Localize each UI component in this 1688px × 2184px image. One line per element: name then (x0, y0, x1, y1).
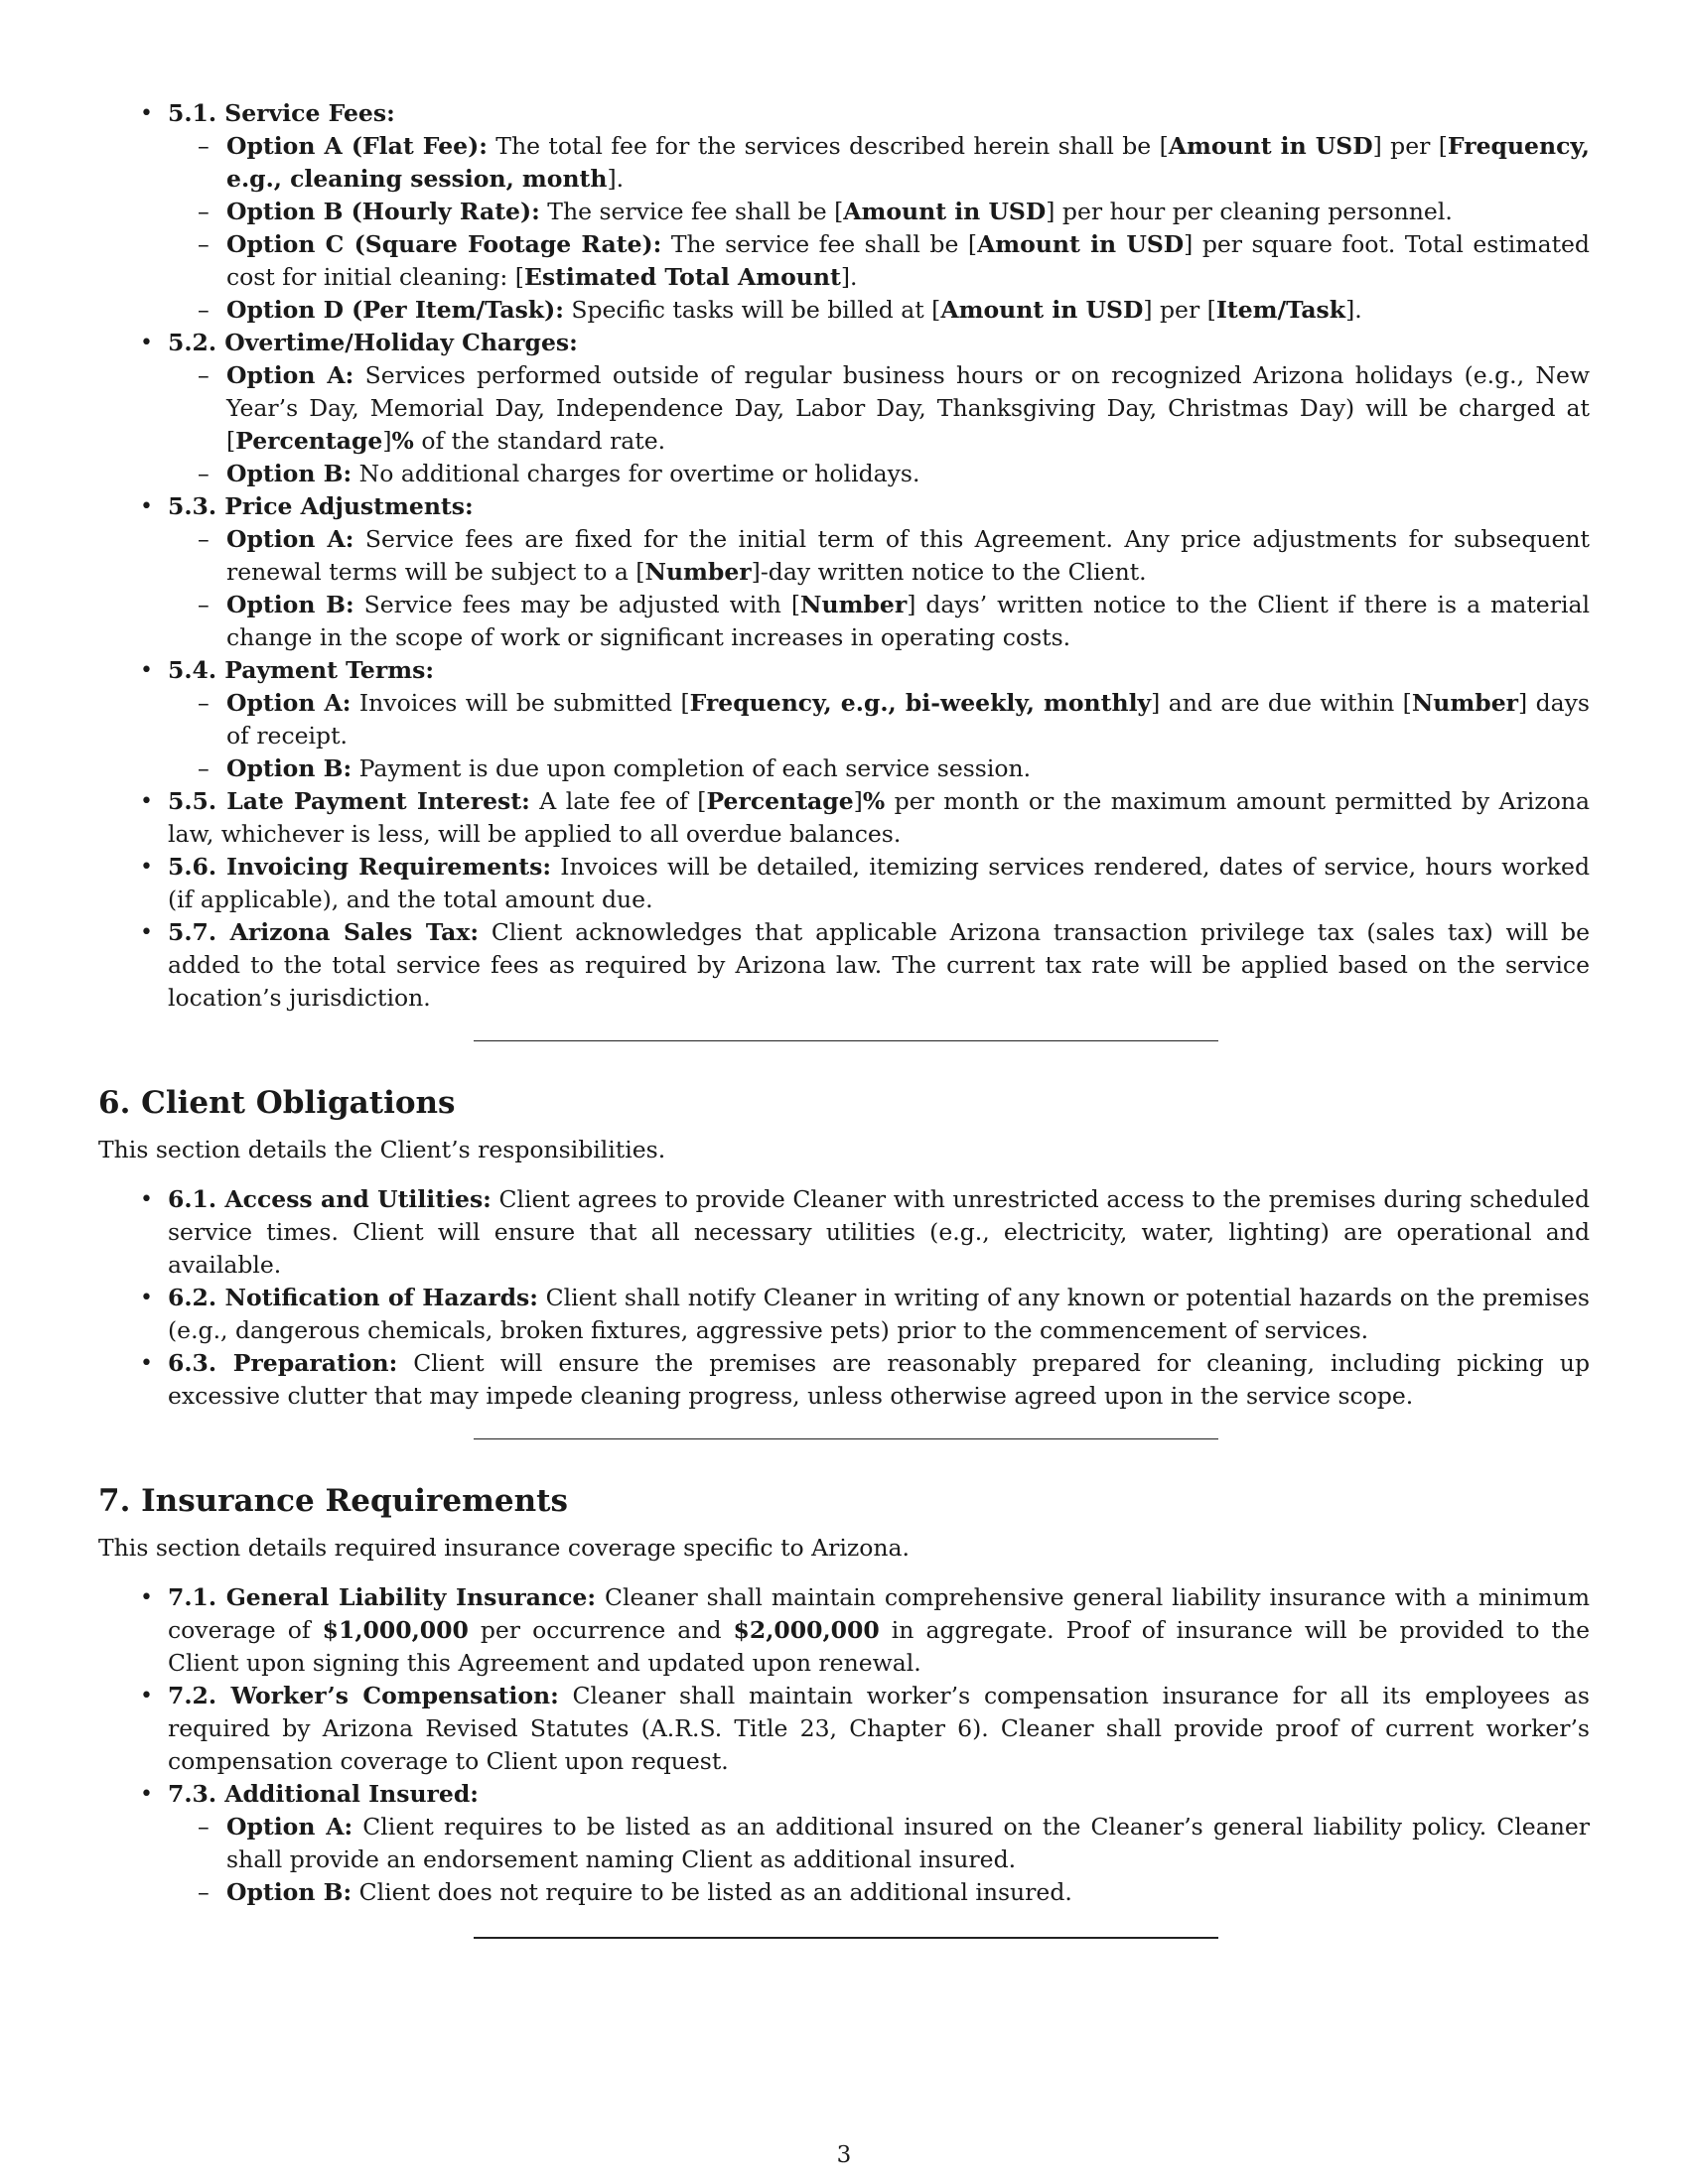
section-divider (474, 1438, 1218, 1439)
item-text: ] (853, 787, 863, 815)
item-text: Client will ensure the premises are reasonably prepared for cleaning, including picking up excessive clutter that may impede cleaning progress, unless otherwise agreed upon in the service scope. (168, 1349, 1590, 1410)
placeholder: Percentage (235, 427, 383, 455)
placeholder: Amount in USD (843, 198, 1047, 225)
item-label: 5.7. Arizona Sales Tax: (168, 918, 479, 946)
option-text: ] and are due within [ (1151, 689, 1412, 717)
section-5-list (98, 97, 1590, 1015)
option-item (168, 359, 1590, 458)
option-text: The service fee shall be [ (661, 230, 978, 258)
option-item (168, 687, 1590, 752)
placeholder: % (862, 787, 886, 815)
placeholder: Number (800, 591, 908, 618)
option-item (168, 1811, 1590, 1876)
document-body (98, 97, 1590, 1939)
placeholder: Estimated Total Amount (523, 263, 841, 291)
item-label: 5.4. Payment Terms: (168, 656, 435, 684)
option-text: The service fee shall be [ (539, 198, 844, 225)
option-text: ] per [ (1372, 132, 1448, 160)
page-number: 3 (836, 2142, 852, 2168)
placeholder: Amount in USD (1168, 132, 1373, 160)
option-text: ] per square foot. Total estimated cost for initial cleaning: [ (226, 230, 1590, 291)
item-label: 7.3. Additional Insured: (168, 1780, 479, 1808)
option-label: Option B: (226, 754, 352, 782)
list-item (98, 490, 1590, 654)
section-heading: 6. Client Obligations (98, 1085, 456, 1121)
section-divider (474, 1040, 1218, 1041)
placeholder: Percentage (706, 787, 854, 815)
option-text: Service fees are fixed for the initial term of this Agreement. Any price adjustments for subsequent renewal terms will be subject to a [ (226, 525, 1590, 586)
list-item (98, 785, 1590, 851)
option-item (168, 589, 1590, 654)
item-text: Client acknowledges that applicable Arizona transaction privilege tax (sales tax) will be added to the total service fees as required by Arizona law. The current tax rate will be applied based on the service location’s jurisdiction. (168, 918, 1590, 1012)
option-label: Option A (Flat Fee): (226, 132, 488, 160)
item-text: Client agrees to provide Cleaner with unrestricted access to the premises during scheduled service times. Client will ensure that all necessary utilities (e.g., electricity, water, lighting) are operational and available. (168, 1185, 1590, 1279)
list-item (98, 97, 1590, 327)
section-6-list (98, 1183, 1590, 1413)
item-text: Cleaner shall maintain worker’s compensation insurance for all its employees as required by Arizona Revised Statutes (A.R.S. Title 23, Chapter 6). Cleaner shall provide proof of current worker’s compensation coverage to Client upon request. (168, 1682, 1590, 1775)
option-label: Option A: (226, 1813, 353, 1841)
option-text: Invoices will be submitted [ (351, 689, 690, 717)
option-text: ] (382, 427, 392, 455)
option-label: Option C (Square Footage Rate): (226, 230, 662, 258)
item-text: Invoices will be detailed, itemizing services rendered, dates of service, hours worked (if applicable), and the total amount due. (168, 853, 1590, 913)
list-item (98, 327, 1590, 490)
option-text: The total fee for the services described herein shall be [ (487, 132, 1169, 160)
option-label: Option D (Per Item/Task): (226, 296, 564, 324)
option-text: ]. (840, 263, 858, 291)
option-text: Specific tasks will be billed at [ (563, 296, 941, 324)
item-label: 5.1. Service Fees: (168, 99, 395, 127)
option-label: Option A: (226, 361, 354, 389)
placeholder: Frequency, e.g., cleaning session, month (226, 132, 1590, 193)
placeholder: Number (1411, 689, 1519, 717)
option-label: Option B: (226, 1878, 352, 1906)
option-list (168, 523, 1590, 654)
option-label: Option B (Hourly Rate): (226, 198, 540, 225)
placeholder: Amount in USD (977, 230, 1185, 258)
list-item (98, 1778, 1590, 1909)
option-text: Payment is due upon completion of each service session. (352, 754, 1032, 782)
option-list (168, 687, 1590, 785)
item-label: 5.2. Overtime/Holiday Charges: (168, 329, 578, 356)
option-item (168, 228, 1590, 294)
item-text: Client shall notify Cleaner in writing of any known or potential hazards on the premises (e.g., dangerous chemicals, broken fixtures, aggressive pets) prior to the commencement of services. (168, 1284, 1590, 1344)
option-text: ] per hour per cleaning personnel. (1046, 198, 1453, 225)
option-text: Client requires to be listed as an additional insured on the Cleaner’s general liability policy. Cleaner shall provide an endorsement naming Client as additional insured. (226, 1813, 1590, 1873)
item-text: A late fee of [ (529, 787, 707, 815)
option-item (168, 294, 1590, 327)
option-label: Option B: (226, 460, 352, 487)
item-label: 7.2. Worker’s Compensation: (168, 1682, 559, 1709)
option-text: Client does not require to be listed as an additional insured. (352, 1878, 1072, 1906)
item-label: 6.2. Notification of Hazards: (168, 1284, 538, 1311)
option-text: Service fees may be adjusted with [ (353, 591, 800, 618)
item-label: 5.5. Late Payment Interest: (168, 787, 530, 815)
item-label: 5.3. Price Adjustments: (168, 492, 474, 520)
option-list (168, 130, 1590, 327)
placeholder: % (391, 427, 414, 455)
list-item (98, 1282, 1590, 1347)
list-item (98, 1183, 1590, 1282)
option-text: ] days of receipt. (226, 689, 1590, 750)
option-text: ] per [ (1143, 296, 1216, 324)
item-text: in aggregate. Proof of insurance will be provided to the Client upon signing this Agreement and updated upon renewal. (168, 1616, 1591, 1677)
option-list (168, 1811, 1590, 1909)
amount: $2,000,000 (733, 1616, 880, 1644)
option-text: of the standard rate. (413, 427, 666, 455)
option-item (168, 752, 1590, 785)
item-label: 5.6. Invoicing Requirements: (168, 853, 552, 881)
placeholder: Number (644, 558, 752, 586)
option-list (168, 359, 1590, 490)
item-label: 6.3. Preparation: (168, 1349, 398, 1377)
list-item (98, 916, 1590, 1015)
option-text: ]-day written notice to the Client. (751, 558, 1147, 586)
placeholder: Item/Task (1215, 296, 1346, 324)
option-item (168, 196, 1590, 228)
option-text: ]. (607, 165, 625, 193)
option-label: Option B: (226, 591, 354, 618)
option-text: ]. (1345, 296, 1362, 324)
section-heading: 7. Insurance Requirements (98, 1483, 568, 1519)
option-label: Option A: (226, 689, 352, 717)
placeholder: Frequency, e.g., bi-weekly, monthly (689, 689, 1152, 717)
option-label: Option A: (226, 525, 354, 553)
section-7-list (98, 1581, 1590, 1909)
option-item (168, 523, 1590, 589)
section-intro: This section details the Client’s responsibilities. (98, 1136, 666, 1163)
section-divider (474, 1937, 1218, 1939)
option-item (168, 130, 1590, 196)
item-text: per month or the maximum amount permitted by Arizona law, whichever is less, will be applied to all overdue balances. (168, 787, 1590, 848)
option-text: No additional charges for overtime or holidays. (352, 460, 920, 487)
section-intro: This section details required insurance coverage specific to Arizona. (98, 1534, 910, 1562)
list-item (98, 1347, 1590, 1413)
option-text: Services performed outside of regular business hours or on recognized Arizona holidays (e.g., New Year’s Day, Memorial Day, Independence Day, Labor Day, Thanksgiving Day, Christmas Day) will be charged at [ (226, 361, 1590, 455)
list-item (98, 1680, 1590, 1778)
option-text: ] days’ written notice to the Client if there is a material change in the scope of work or significant increases in operating costs. (226, 591, 1590, 651)
item-label: 7.1. General Liability Insurance: (168, 1583, 597, 1611)
item-label: 6.1. Access and Utilities: (168, 1185, 492, 1213)
item-text: per occurrence and (468, 1616, 734, 1644)
list-item (98, 851, 1590, 916)
list-item (98, 1581, 1590, 1680)
placeholder: Amount in USD (940, 296, 1144, 324)
item-text: Cleaner shall maintain comprehensive general liability insurance with a minimum coverage of (168, 1583, 1590, 1644)
option-item (168, 458, 1590, 490)
list-item (98, 654, 1590, 785)
option-item (168, 1876, 1590, 1909)
amount: $1,000,000 (322, 1616, 469, 1644)
